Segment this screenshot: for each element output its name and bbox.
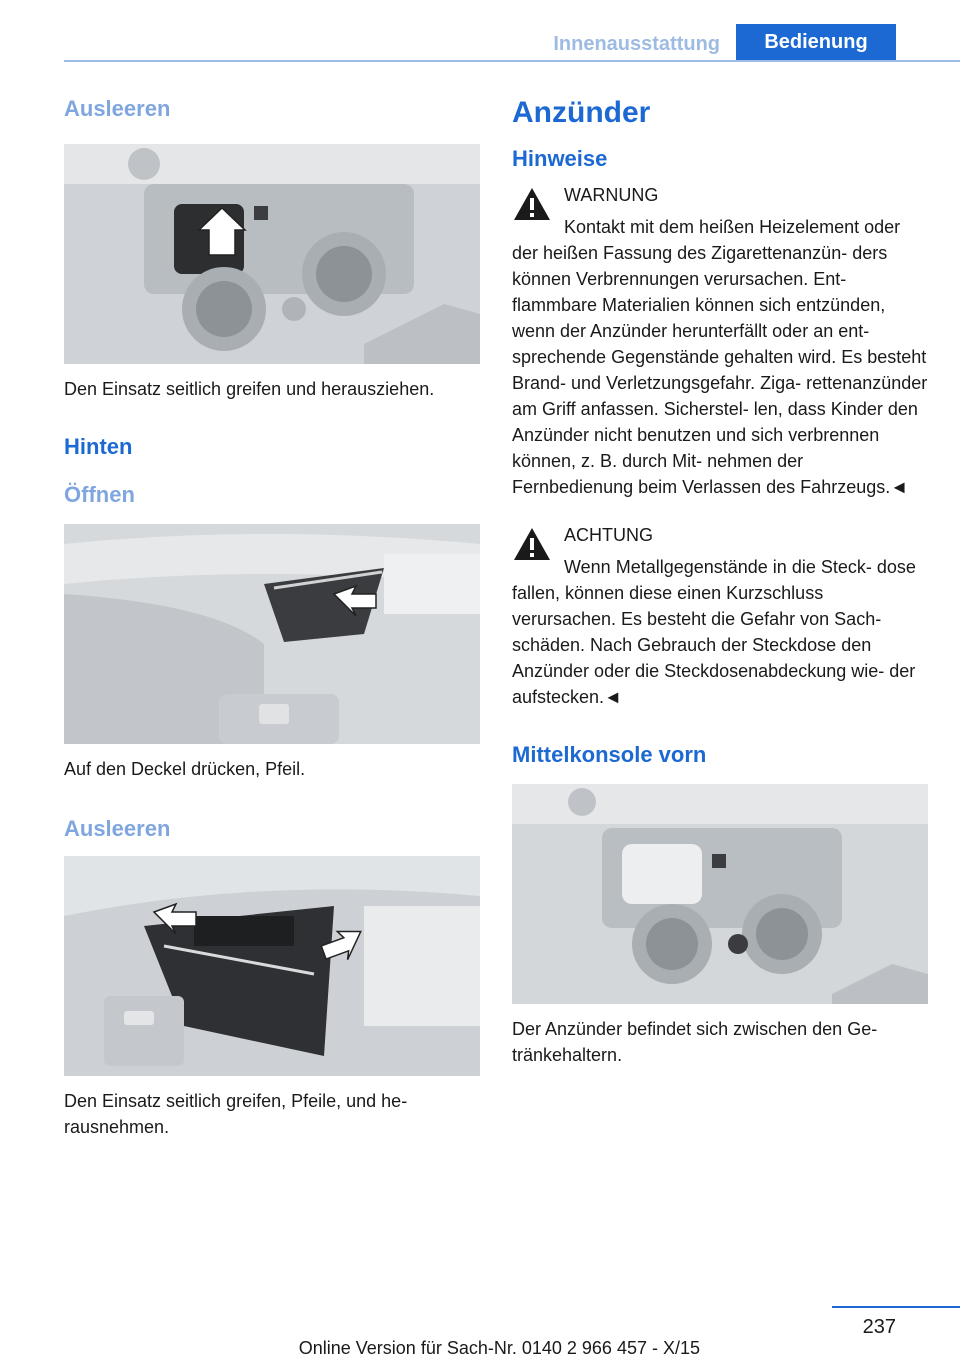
heading-ausleeren-rear: Ausleeren (64, 816, 171, 841)
heading-ausleeren-front: Ausleeren (64, 96, 171, 121)
header-divider (64, 60, 960, 62)
caption-mittelkonsole: Der Anzünder befindet sich zwischen den Ge‐ tränkehaltern. (512, 1019, 878, 1065)
warning-block (512, 182, 928, 500)
caution-triangle-icon (512, 526, 552, 562)
warning-label: WARNUNG (564, 185, 659, 205)
page-number: 237 (862, 1316, 896, 1338)
caption-oeffnen: Auf den Deckel drücken, Pfeil. (64, 759, 306, 779)
photo-rear-ashtray-open (64, 524, 480, 744)
caution-label: ACHTUNG (564, 525, 653, 545)
heading-hinten: Hinten (64, 434, 133, 459)
header-section-label: Innenausstattung (553, 33, 720, 55)
caption-ausleeren-rear: Den Einsatz seitlich greifen, Pfeile, und he‐ rausnehmen. (64, 1091, 408, 1137)
rear-ashtray-open-illustration (64, 524, 480, 744)
caution-block (512, 522, 928, 710)
online-version-note: Online Version für Sach-Nr. 0140 2 966 457 - X/15 (298, 1338, 700, 1358)
warning-triangle-icon (512, 186, 552, 222)
rear-ashtray-remove-illustration (64, 856, 480, 1076)
photo-ashtray-front-console (64, 144, 480, 364)
heading-oeffnen: Öffnen (64, 482, 135, 507)
heading-hinweise: Hinweise (512, 146, 608, 171)
header-chapter-tab: Bedienung (736, 24, 896, 60)
heading-anzuender: Anzünder (512, 96, 651, 129)
photo-rear-ashtray-remove (64, 856, 480, 1076)
caption-ausleeren-front: Den Einsatz seitlich greifen und herausziehen. (64, 379, 435, 399)
photo-center-console-lighter (512, 784, 928, 1004)
caution-text: Wenn Metallgegenstände in die Steck‐ dose fallen, können diese einen Kurzschluss verursachen. Es besteht die Gefahr von Sach‐ schäden. Nach Gebrauch der Steckdose den Anzünder oder die Steckdosenabdeckung wie‐ der aufstecken.◄ (512, 557, 916, 707)
warning-text: Kontakt mit dem heißen Heizelement oder der heißen Fassung des Zigarettenanzün‐ ders können Verbrennungen verursachen. Ent‐ flammbare Materialien können sich entzünden, wenn der Anzünder herunterfällt oder an ent‐ sprechende Gegenstände gehalten wird. Es besteht Brand- und Verletzungsgefahr. Ziga‐ rettenanzünder am Griff anfassen. Sicherstel‐ len, dass Kinder den Anzünder nicht benutzen und sich verbrennen können, z. B. durch Mit‐ nehmen der Fernbedienung beim Verlassen des Fahrzeugs.◄ (512, 217, 928, 497)
right-column (512, 96, 928, 1068)
page-header (0, 0, 960, 62)
left-column (64, 96, 480, 1140)
ashtray-front-illustration (64, 144, 480, 364)
heading-mittelkonsole: Mittelkonsole vorn (512, 742, 707, 767)
center-console-illustration (512, 784, 928, 1004)
footer-divider (832, 1306, 960, 1308)
